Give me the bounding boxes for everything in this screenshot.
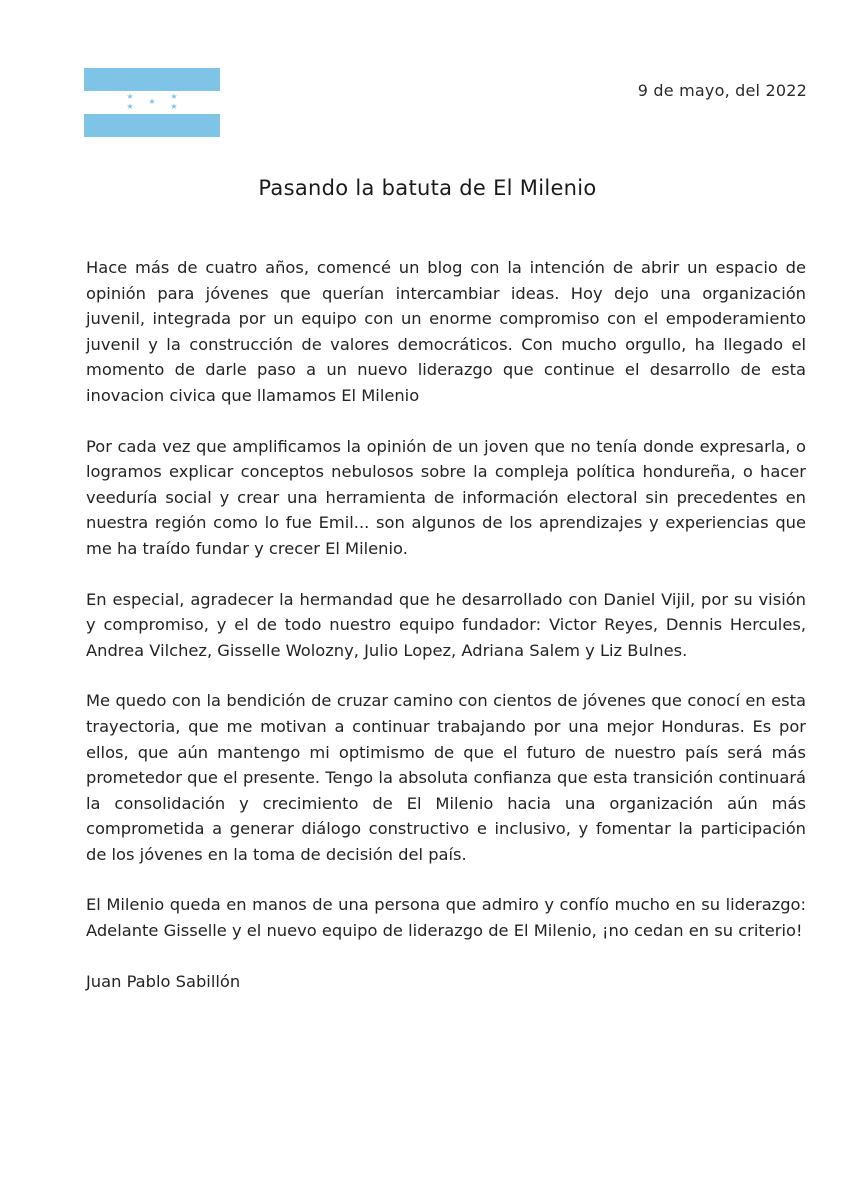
paragraph: Por cada vez que amplificamos la opinión de un joven que no tenía donde expresarla, o logramos explicar conceptos nebulosos sobre la compleja política hondureña, o hacer veeduría social y crear una herramienta de información electoral sin precedentes en nuestra región como lo fue Emil... son algunos de los aprendizajes y experiencias que me ha traído fundar y crecer El Milenio. — [86, 436, 806, 558]
flag-bottom-band — [84, 114, 220, 137]
letter-date: 9 de mayo, del 2022 — [637, 81, 807, 100]
star-icon: ★ — [170, 102, 178, 111]
star-icon: ★ — [170, 92, 178, 101]
letter-title: Pasando la batuta de El Milenio — [258, 176, 597, 200]
flag-top-band — [84, 68, 220, 91]
honduras-flag — [84, 68, 220, 137]
star-icon: ★ — [148, 97, 156, 106]
paragraph: Me quedo con la bendición de cruzar camino con cientos de jóvenes que conocí en esta trayectoria, que me motivan a continuar trabajando por una mejor Honduras. Es por ellos, que aún mantengo mi optimismo de que el futuro de nuestro país será más prometedor que el presente. Tengo la absoluta confianza que esta transición continuará la consolidación y crecimiento de El Milenio hacia una organización aún más comprometida a generar diálogo constructivo e inclusivo, y fomentar la participación de los jóvenes en la toma de decisión del país. — [86, 691, 806, 864]
paragraph: El Milenio queda en manos de una persona que admiro y confío mucho en su liderazgo: Adelante Gisselle y el nuevo equipo de liderazgo de El Milenio, ¡no cedan en su criterio! — [86, 895, 806, 941]
paragraph: Hace más de cuatro años, comencé un blog con la intención de abrir un espacio de opinión para jóvenes que querían intercambiar ideas. Hoy dejo una organización juvenil, integrada por un equipo con un enorme compromiso con el empoderamiento juvenil y la construcción de valores democráticos. Con mucho orgullo, ha llegado el momento de darle paso a un nuevo liderazgo que continue el desarrollo de esta inovacion civica que llamamos El Milenio — [86, 258, 806, 405]
paragraph: En especial, agradecer la hermandad que he desarrollado con Daniel Vijil, por su visión y compromiso, y el de todo nuestro equipo fundador: Victor Reyes, Dennis Hercules, Andrea Vilchez, Gisselle Wolozny, Julio Lopez, Adriana Salem y Liz Bulnes. — [86, 589, 806, 660]
letter-body — [86, 255, 806, 994]
signature: Juan Pablo Sabillón — [86, 971, 241, 991]
star-icon: ★ — [126, 92, 134, 101]
star-icon: ★ — [126, 102, 134, 111]
